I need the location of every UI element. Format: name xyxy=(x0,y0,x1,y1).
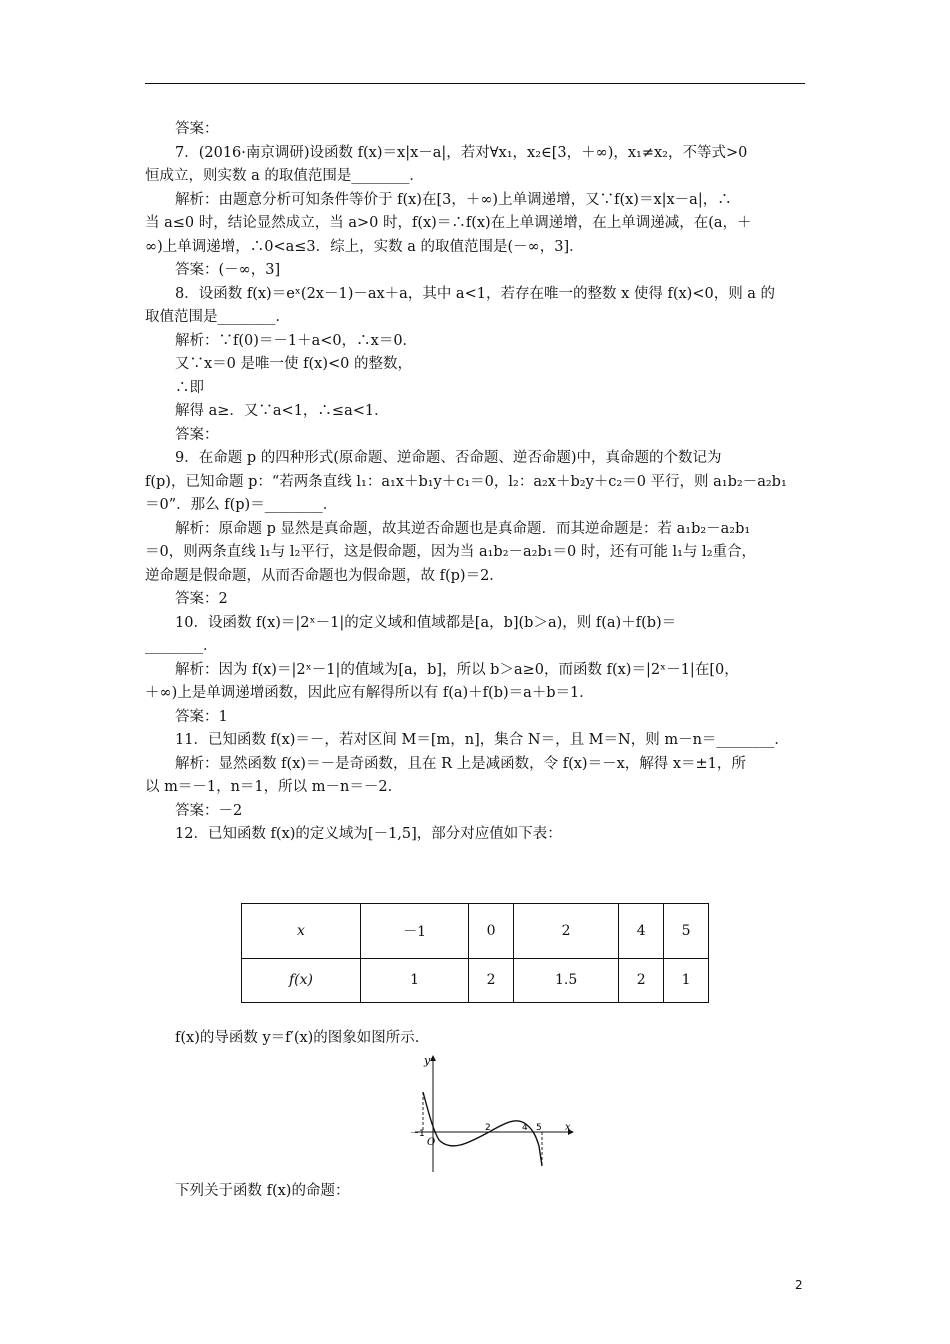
text-line: 答案：－2 xyxy=(175,802,243,819)
after-table-text: f(x)的导函数 y＝f′(x)的图象如图所示． xyxy=(175,1030,430,1046)
text-line: ＝0”．那么 f(p)＝________． xyxy=(145,497,338,513)
text-line: 8．设函数 f(x)＝eˣ(2x－1)－ax＋a，其中 a<1，若存在唯一的整数 x 使得 f(x)<0，则 a 的 xyxy=(175,285,776,302)
text-line: 9．在命题 p 的四种形式(原命题、逆命题、否命题、逆否命题)中，真命题的个数记为 xyxy=(175,450,722,466)
derivative-graph xyxy=(405,1050,585,1175)
tick-label-4: 4 xyxy=(522,1123,528,1133)
text-line: 答案：(－∞，3] xyxy=(175,262,281,278)
text-line: 以 m＝－1，n＝1，所以 m－n＝－2． xyxy=(145,779,403,795)
final-line: 下列关于函数 f(x)的命题： xyxy=(175,1183,350,1199)
text-line: ＝0，则两条直线 l₁与 l₂平行，这是假命题，因为当 a₁b₂－a₂b₁＝0 时，还有可能 l₁与 l₂重合， xyxy=(145,544,757,560)
table-row xyxy=(242,904,709,959)
text-line: ∞)上单调递增，∴0<a≤3．综上，实数 a 的取值范围是(－∞，3]． xyxy=(145,238,584,255)
table-row xyxy=(242,958,709,1002)
text-line: 又∵x＝0 是唯一使 f(x)<0 的整数， xyxy=(175,356,412,372)
text-line: 7．(2016·南京调研)设函数 f(x)＝x|x－a|，若对∀x₁，x₂∈[3，＋∞)，x₁≠x₂，不等式>0 xyxy=(175,144,748,161)
header-rule xyxy=(145,83,805,84)
table-cell: x xyxy=(242,904,361,959)
tick-label-5: 5 xyxy=(536,1123,542,1133)
table-cell: 2 xyxy=(514,904,619,959)
table-cell: 2 xyxy=(619,958,664,1002)
table-cell: 1 xyxy=(664,958,709,1002)
text-line: 答案： xyxy=(175,121,219,137)
text-line: 当 a≤0 时，结论显然成立，当 a>0 时，f(x)＝∴f(x)在上单调递增，在上单调递减，在(a，＋ xyxy=(145,215,752,231)
document-body xyxy=(145,118,805,847)
text-line: ________． xyxy=(145,638,218,654)
text-line: ＋∞)上是单调递增函数，因此应有解得所以有 f(a)＋f(b)＝a＋b＝1． xyxy=(145,685,594,701)
text-line: ∴即 xyxy=(175,379,204,396)
table-cell: 1 xyxy=(361,958,469,1002)
text-line: 10．设函数 f(x)＝|2ˣ－1|的定义域和值域都是[a，b](b＞a)，则 f(a)＋f(b)＝ xyxy=(175,614,677,631)
tick-label-2: 2 xyxy=(485,1123,491,1133)
text-line: 答案：2 xyxy=(175,591,228,607)
y-axis-label: y xyxy=(424,1054,431,1067)
text-line: 解析：由题意分析可知条件等价于 f(x)在[3，＋∞)上单调递增，又∵f(x)＝x|x－a|，∴ xyxy=(175,191,732,208)
table-cell: 2 xyxy=(469,958,514,1002)
table-cell: －1 xyxy=(361,904,469,959)
text-line: 解析：原命题 p 显然是真命题，故其逆否命题也是真命题．而其逆命题是：若 a₁b₂－a₂b₁ xyxy=(175,520,751,537)
text-line: 逆命题是假命题，从而否命题也为假命题，故 f(p)＝2． xyxy=(145,567,504,584)
text-line: 11．已知函数 f(x)＝－，若对区间 M＝[m，n]，集合 N＝，且 M＝N，则 m－n＝________． xyxy=(175,732,789,748)
values-table xyxy=(241,903,709,1003)
table-cell: f(x) xyxy=(242,958,361,1002)
text-line: 取值范围是________． xyxy=(145,309,290,325)
x-axis-label: x xyxy=(565,1122,571,1133)
origin-label: O xyxy=(427,1137,436,1148)
table-cell: 0 xyxy=(469,904,514,959)
text-line: 解析：显然函数 f(x)＝－是奇函数，且在 R 上是减函数，令 f(x)＝－x，解得 x＝±1，所 xyxy=(175,755,746,772)
text-line: 恒成立，则实数 a 的取值范围是________． xyxy=(145,168,424,184)
text-line: 12．已知函数 f(x)的定义域为[－1,5]，部分对应值如下表： xyxy=(175,826,562,842)
text-line: 解得 a≥．又∵a<1，∴≤a<1． xyxy=(175,403,389,419)
text-line: 解析：因为 f(x)＝|2ˣ－1|的值域为[a，b]，所以 b＞a≥0，而函数 f(x)＝|2ˣ－1|在[0， xyxy=(175,661,739,678)
table-cell: 4 xyxy=(619,904,664,959)
page-number: 2 xyxy=(795,1278,803,1292)
text-line: 答案： xyxy=(175,426,219,443)
text-line: 答案：1 xyxy=(175,708,228,725)
tick-label-neg1: －1 xyxy=(410,1129,425,1139)
table-cell: 1.5 xyxy=(514,958,619,1002)
table-cell: 5 xyxy=(664,904,709,959)
text-line: f(p)，已知命题 p：“若两条直线 l₁：a₁x＋b₁y＋c₁＝0，l₂：a₂x＋b₂y＋c₂＝0 平行，则 a₁b₂－a₂b₁ xyxy=(145,473,787,490)
text-line: 解析：∵f(0)＝－1＋a<0，∴x＝0． xyxy=(175,332,418,349)
